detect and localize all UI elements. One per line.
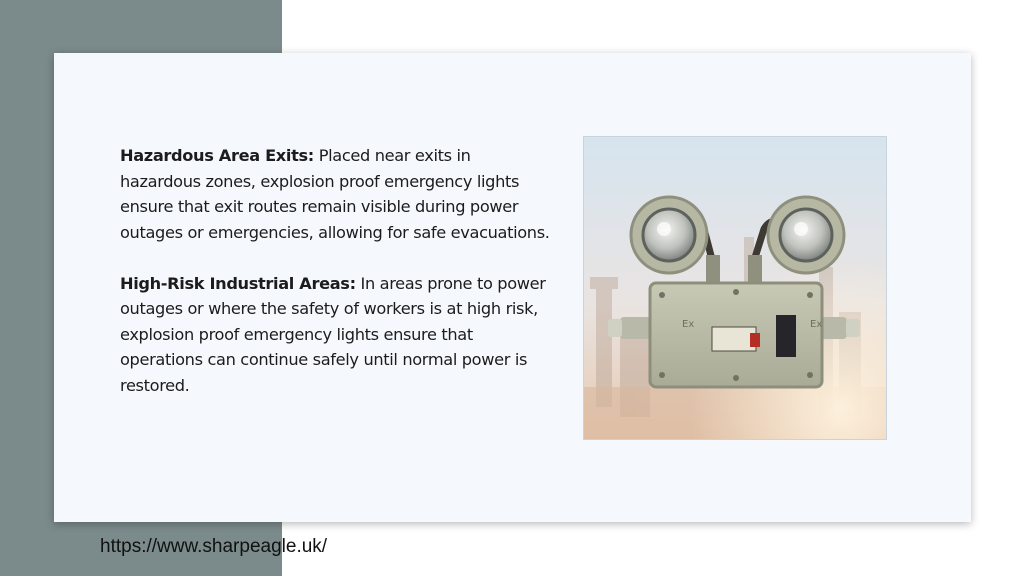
paragraph-heading: High-Risk Industrial Areas: [120, 273, 356, 293]
housing-marking-right: Ex [810, 319, 823, 330]
paragraph-hazardous-area-exits [120, 143, 550, 245]
emergency-light-photo [583, 136, 887, 440]
paragraph-body: In areas prone to power outages or where the safety of workers is at high risk, explosion proof emergency lights ensure that operations can continue safely until normal power is restored. [120, 273, 546, 395]
left-lamp-head [631, 197, 707, 273]
housing-marking-left: Ex [682, 319, 695, 330]
footer-url-link[interactable]: https://www.sharpeagle.uk/ [100, 536, 328, 557]
text-block [120, 143, 550, 424]
right-lamp-head [768, 197, 844, 273]
content-card [54, 53, 971, 522]
explosion-proof-emergency-light-photo [584, 137, 886, 439]
paragraph-heading: Hazardous Area Exits: [120, 146, 314, 165]
paragraph-high-risk-industrial-areas [120, 271, 550, 399]
paragraph-body: Placed near exits in hazardous zones, explosion proof emergency lights ensure that exit routes remain visible during power outages or emergencies, allowing for safe evacuations. [120, 146, 550, 242]
